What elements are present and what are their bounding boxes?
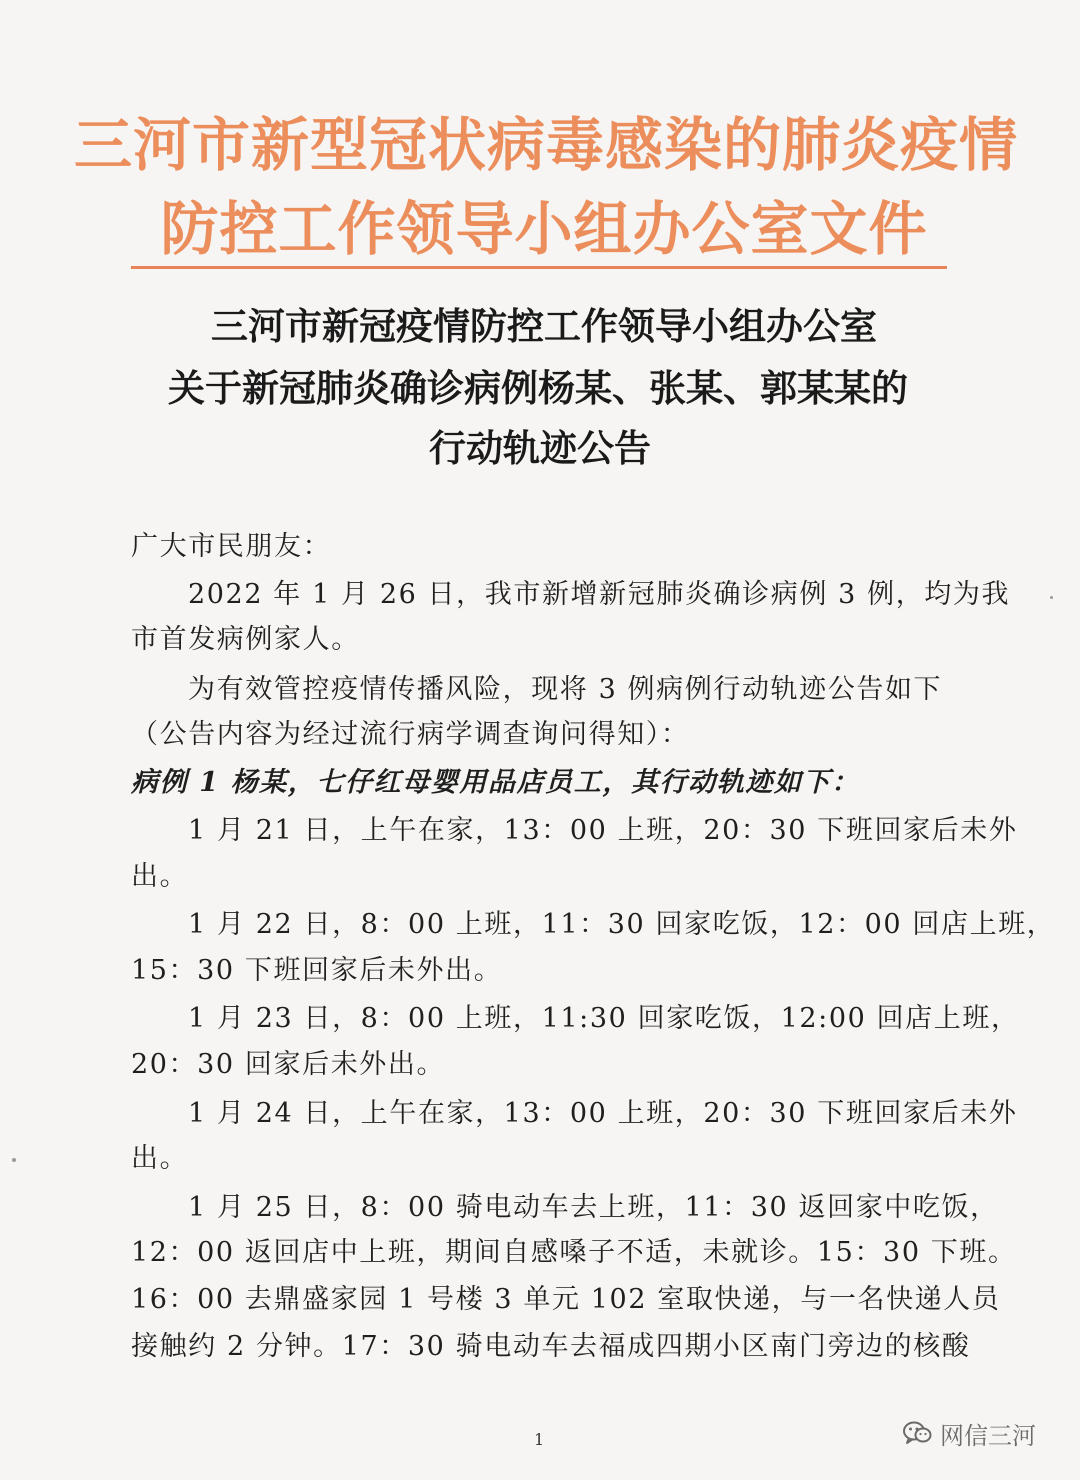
jan24-line-2: 出。 xyxy=(131,1143,189,1174)
page-number: 1 xyxy=(534,1430,545,1449)
paragraph-1-line-2: 市首发病例家人。 xyxy=(131,624,360,655)
red-divider xyxy=(131,266,947,269)
jan22-line-1: 1 月 22 日，8：00 上班，11：30 回家吃饭，12：00 回店上班， xyxy=(188,909,1056,940)
watermark-text: 网信三河 xyxy=(940,1421,1036,1450)
scan-speck xyxy=(12,1158,16,1162)
case-1-heading: 病例 1 杨某，七仔红母婴用品店员工，其行动轨迹如下： xyxy=(131,767,860,798)
document-title-line-1: 三河市新冠疫情防控工作领导小组办公室 xyxy=(211,305,877,348)
jan21-line-1: 1 月 21 日，上午在家，13：00 上班，20：30 下班回家后未外 xyxy=(188,815,1018,846)
watermark xyxy=(902,1418,1036,1448)
jan25-line-3: 16：00 去鼎盛家园 1 号楼 3 单元 102 室取快递，与一名快递人员 xyxy=(131,1284,1001,1315)
salutation: 广大市民朋友： xyxy=(131,531,332,562)
red-header-line-2: 防控工作领导小组办公室文件 xyxy=(160,195,928,263)
paragraph-2-line-2: （公告内容为经过流行病学调查询问得知）： xyxy=(131,719,690,750)
document-title-line-2: 关于新冠肺炎确诊病例杨某、张某、郭某某的 xyxy=(168,367,908,410)
jan21-line-2: 出。 xyxy=(131,861,189,892)
scan-speck xyxy=(1050,596,1053,599)
jan25-line-1: 1 月 25 日，8：00 骑电动车去上班，11：30 返回家中吃饭， xyxy=(188,1192,999,1223)
jan23-line-1: 1 月 23 日，8：00 上班，11:30 回家吃饭，12:00 回店上班， xyxy=(188,1003,1020,1034)
jan25-line-4: 接触约 2 分钟。17：30 骑电动车去福成四期小区南门旁边的核酸 xyxy=(131,1331,971,1362)
jan25-line-2: 12：00 返回店中上班，期间自感嗓子不适，未就诊。15：30 下班。 xyxy=(131,1237,1017,1268)
paragraph-1-line-1: 2022 年 1 月 26 日，我市新增新冠肺炎确诊病例 3 例，均为我 xyxy=(188,579,1011,610)
red-header-line-1: 三河市新型冠状病毒感染的肺炎疫情 xyxy=(73,111,1018,179)
wechat-icon xyxy=(902,1420,932,1446)
jan23-line-2: 20：30 回家后未外出。 xyxy=(131,1049,446,1080)
document-title-line-3: 行动轨迹公告 xyxy=(429,427,651,470)
jan24-line-1: 1 月 24 日，上午在家，13：00 上班，20：30 下班回家后未外 xyxy=(188,1098,1018,1129)
paragraph-2-line-1: 为有效管控疫情传播风险，现将 3 例病例行动轨迹公告如下 xyxy=(188,674,943,705)
jan22-line-2: 15：30 下班回家后未外出。 xyxy=(131,955,503,986)
